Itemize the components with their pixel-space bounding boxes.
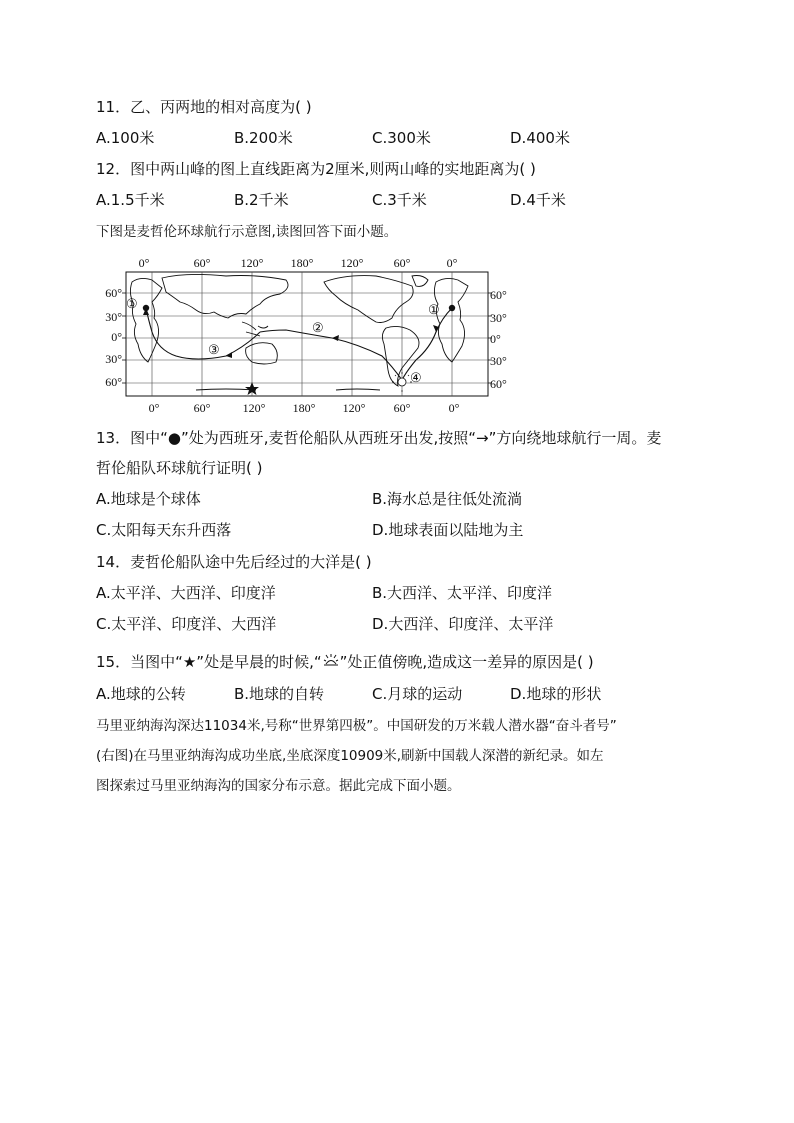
q13-option-d[interactable]: D.地球表面以陆地为主 (372, 521, 524, 539)
q11-option-c[interactable]: C.300米 (372, 129, 431, 147)
q11-stem: 11．乙、丙两地的相对高度为( ) (96, 98, 312, 116)
map-top-label: 120° (340, 256, 364, 270)
q13-stem-line2: 哲伦船队环球航行证明( ) (96, 459, 263, 477)
map-top-label: 120° (240, 256, 264, 270)
q14-option-a[interactable]: A.太平洋、大西洋、印度洋 (96, 584, 276, 602)
q13-option-a[interactable]: A.地球是个球体 (96, 490, 201, 508)
map-left-label: 30° (105, 310, 122, 324)
q15-option-b[interactable]: B.地球的自转 (234, 685, 325, 703)
q13-stem-line1: 13．图中“●”处为西班牙,麦哲伦船队从西班牙出发,按照“→”方向绕地球航行一周。麦 (96, 429, 662, 447)
mariana-intro-line3: 图探索过马里亚纳海沟的国家分布示意。据此完成下面小题。 (96, 778, 461, 794)
map-bottom-label: 60° (193, 401, 211, 415)
map-top-label: 0° (446, 256, 458, 270)
map-bottom-label: 120° (342, 401, 366, 415)
map-top-label: 60° (393, 256, 411, 270)
q14-option-c[interactable]: C.太平洋、印度洋、大西洋 (96, 615, 277, 633)
q12-option-d[interactable]: D.4千米 (510, 191, 566, 209)
q13-option-c[interactable]: C.太阳每天东升西落 (96, 521, 232, 539)
q12-option-c[interactable]: C.3千米 (372, 191, 427, 209)
marker-1-left: ① (126, 296, 138, 311)
map-bottom-label: 120° (242, 401, 266, 415)
q13-option-b[interactable]: B.海水总是往低处流淌 (372, 490, 523, 508)
spain-dot-left (143, 305, 149, 311)
q15-option-a[interactable]: A.地球的公转 (96, 685, 186, 703)
q11-option-a[interactable]: A.100米 (96, 129, 155, 147)
q15-stem (96, 652, 594, 672)
sun-icon (322, 652, 340, 670)
map-intro: 下图是麦哲伦环球航行示意图,读图回答下面小题。 (96, 224, 398, 240)
map-top-label: 60° (193, 256, 211, 270)
spain-dot-right (449, 305, 455, 311)
map-left-label: 60° (105, 286, 122, 300)
q15-stem-part2: ”处正值傍晚,造成这一差异的原因是( ) (339, 653, 594, 671)
q15-option-c[interactable]: C.月球的运动 (372, 685, 463, 703)
mariana-intro-line2: (右图)在马里亚纳海沟成功坐底,坐底深度10909米,刷新中国载人深潜的新纪录。如左 (96, 748, 604, 764)
map-bottom-label: 0° (448, 401, 460, 415)
marker-2: ② (312, 320, 324, 335)
mariana-intro-line1: 马里亚纳海沟深达11034米,号称“世界第四极”。中国研发的万米载人潜水器“奋斗者号” (96, 718, 617, 734)
magellan-route-map (96, 252, 516, 416)
q15-option-d[interactable]: D.地球的形状 (510, 685, 602, 703)
map-right-label: 60° (490, 377, 507, 391)
map-bottom-label: 180° (292, 401, 316, 415)
map-right-label: 0° (490, 332, 501, 346)
q15-stem-part1: 15．当图中“★”处是早晨的时候,“ (96, 653, 322, 671)
map-left-label: 60° (105, 375, 122, 389)
marker-1-right: ① (428, 302, 440, 317)
q12-option-a[interactable]: A.1.5千米 (96, 191, 165, 209)
q12-stem: 12．图中两山峰的图上直线距离为2厘米,则两山峰的实地距离为( ) (96, 160, 536, 178)
marker-3: ③ (208, 342, 220, 357)
q11-option-b[interactable]: B.200米 (234, 129, 293, 147)
marker-4: ④ (410, 370, 422, 385)
map-bottom-label: 0° (148, 401, 160, 415)
map-bottom-label: 60° (393, 401, 411, 415)
map-left-label: 30° (105, 352, 122, 366)
q14-option-b[interactable]: B.大西洋、太平洋、印度洋 (372, 584, 553, 602)
map-right-label: 30° (490, 311, 507, 325)
map-right-label: 30° (490, 354, 507, 368)
q14-option-d[interactable]: D.大西洋、印度洋、太平洋 (372, 615, 554, 633)
q12-option-b[interactable]: B.2千米 (234, 191, 289, 209)
map-right-label: 60° (490, 288, 507, 302)
map-top-label: 180° (290, 256, 314, 270)
q14-stem: 14．麦哲伦船队途中先后经过的大洋是( ) (96, 553, 372, 571)
q11-option-d[interactable]: D.400米 (510, 129, 570, 147)
map-left-label: 0° (111, 330, 122, 344)
map-top-label: 0° (138, 256, 150, 270)
